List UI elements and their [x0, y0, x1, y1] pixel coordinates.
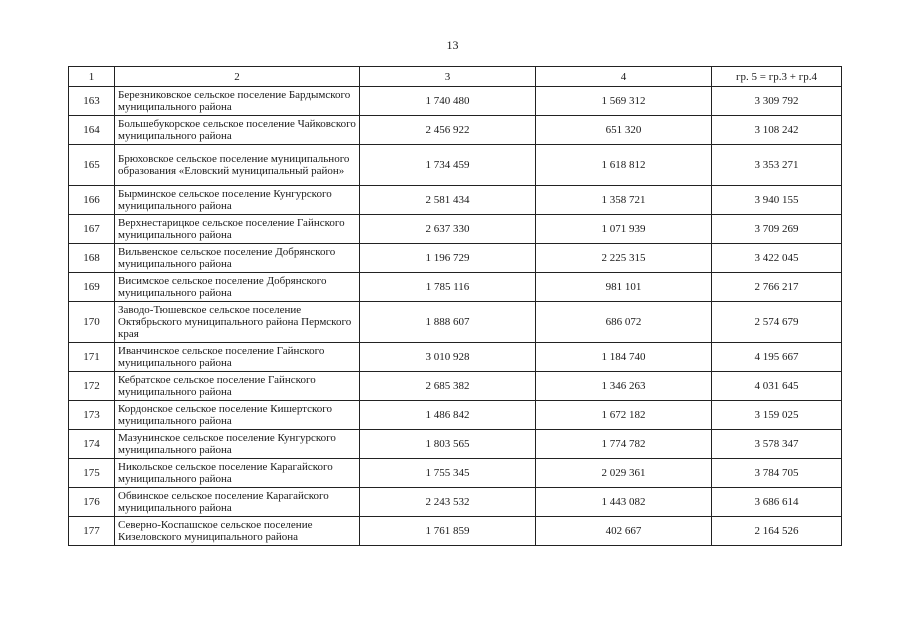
- row-col-5: 2 574 679: [712, 302, 842, 343]
- row-name: Бырминское сельское поселение Кунгурского муниципального района: [115, 186, 360, 215]
- table-row: [69, 517, 842, 546]
- row-col-3: 1 785 116: [360, 273, 536, 302]
- row-col-3: 1 761 859: [360, 517, 536, 546]
- row-number: 170: [69, 302, 115, 343]
- row-col-4: 651 320: [536, 116, 712, 145]
- row-col-5: 3 784 705: [712, 459, 842, 488]
- row-col-5: 3 709 269: [712, 215, 842, 244]
- row-number: 177: [69, 517, 115, 546]
- row-col-3: 1 740 480: [360, 87, 536, 116]
- row-col-5: 4 031 645: [712, 372, 842, 401]
- row-name: Кордонское сельское поселение Кишертского муниципального района: [115, 401, 360, 430]
- row-col-4: 2 029 361: [536, 459, 712, 488]
- row-col-4: 686 072: [536, 302, 712, 343]
- row-name: Березниковское сельское поселение Бардымского муниципального района: [115, 87, 360, 116]
- row-col-3: 1 888 607: [360, 302, 536, 343]
- row-col-3: 1 486 842: [360, 401, 536, 430]
- row-name: Брюховское сельское поселение муниципального образования «Еловский муниципальный район»: [115, 145, 360, 186]
- table-row: [69, 302, 842, 343]
- row-col-5: 3 578 347: [712, 430, 842, 459]
- row-col-4: 1 358 721: [536, 186, 712, 215]
- row-col-4: 981 101: [536, 273, 712, 302]
- table-row: [69, 116, 842, 145]
- row-col-5: 3 108 242: [712, 116, 842, 145]
- header-col-5: гр. 5 = гр.3 + гр.4: [712, 67, 842, 87]
- row-col-3: 2 637 330: [360, 215, 536, 244]
- row-col-3: 2 456 922: [360, 116, 536, 145]
- row-col-5: 2 164 526: [712, 517, 842, 546]
- row-col-3: 2 243 532: [360, 488, 536, 517]
- row-name: Северно-Коспашское сельское поселение Кизеловского муниципального района: [115, 517, 360, 546]
- table-row: [69, 215, 842, 244]
- row-col-4: 1 071 939: [536, 215, 712, 244]
- row-number: 173: [69, 401, 115, 430]
- row-col-5: 2 766 217: [712, 273, 842, 302]
- row-number: 176: [69, 488, 115, 517]
- table-row: [69, 145, 842, 186]
- header-col-3: 3: [360, 67, 536, 87]
- row-col-3: 2 685 382: [360, 372, 536, 401]
- row-number: 167: [69, 215, 115, 244]
- row-col-4: 1 184 740: [536, 343, 712, 372]
- table-row: [69, 488, 842, 517]
- row-col-3: 3 010 928: [360, 343, 536, 372]
- row-col-3: 1 803 565: [360, 430, 536, 459]
- row-col-3: 1 755 345: [360, 459, 536, 488]
- row-number: 172: [69, 372, 115, 401]
- row-name: Никольское сельское поселение Карагайского муниципального района: [115, 459, 360, 488]
- row-number: 165: [69, 145, 115, 186]
- header-row: [69, 67, 842, 87]
- row-number: 175: [69, 459, 115, 488]
- row-col-5: 3 353 271: [712, 145, 842, 186]
- row-number: 171: [69, 343, 115, 372]
- header-col-2: 2: [115, 67, 360, 87]
- row-col-5: 4 195 667: [712, 343, 842, 372]
- row-col-3: 1 196 729: [360, 244, 536, 273]
- row-col-3: 1 734 459: [360, 145, 536, 186]
- table-row: [69, 459, 842, 488]
- row-col-4: 2 225 315: [536, 244, 712, 273]
- row-col-4: 1 774 782: [536, 430, 712, 459]
- row-col-3: 2 581 434: [360, 186, 536, 215]
- table-row: [69, 87, 842, 116]
- row-col-4: 1 618 812: [536, 145, 712, 186]
- row-name: Обвинское сельское поселение Карагайского муниципального района: [115, 488, 360, 517]
- row-col-5: 3 686 614: [712, 488, 842, 517]
- row-number: 174: [69, 430, 115, 459]
- row-name: Верхнестарицкое сельское поселение Гайнского муниципального района: [115, 215, 360, 244]
- table-row: [69, 343, 842, 372]
- row-name: Кебратское сельское поселение Гайнского муниципального района: [115, 372, 360, 401]
- page-number: 13: [446, 38, 459, 52]
- table-row: [69, 430, 842, 459]
- row-number: 166: [69, 186, 115, 215]
- row-name: Иванчинское сельское поселение Гайнского муниципального района: [115, 343, 360, 372]
- row-col-5: 3 309 792: [712, 87, 842, 116]
- row-col-4: 1 346 263: [536, 372, 712, 401]
- table-row: [69, 244, 842, 273]
- row-name: Заводо-Тюшевское сельское поселение Октябрьского муниципального района Пермского края: [115, 302, 360, 343]
- header-col-1: 1: [69, 67, 115, 87]
- row-number: 164: [69, 116, 115, 145]
- row-name: Мазунинское сельское поселение Кунгурского муниципального района: [115, 430, 360, 459]
- row-col-5: 3 159 025: [712, 401, 842, 430]
- table-row: [69, 273, 842, 302]
- header-col-4: 4: [536, 67, 712, 87]
- row-col-4: 402 667: [536, 517, 712, 546]
- table-row: [69, 186, 842, 215]
- row-col-4: 1 569 312: [536, 87, 712, 116]
- row-col-4: 1 443 082: [536, 488, 712, 517]
- row-name: Вильвенское сельское поселение Добрянского муниципального района: [115, 244, 360, 273]
- row-col-5: 3 422 045: [712, 244, 842, 273]
- table-row: [69, 401, 842, 430]
- row-name: Большебукорское сельское поселение Чайковского муниципального района: [115, 116, 360, 145]
- row-col-4: 1 672 182: [536, 401, 712, 430]
- data-table: [68, 66, 842, 546]
- row-number: 168: [69, 244, 115, 273]
- row-number: 163: [69, 87, 115, 116]
- row-number: 169: [69, 273, 115, 302]
- table-row: [69, 372, 842, 401]
- row-col-5: 3 940 155: [712, 186, 842, 215]
- row-name: Висимское сельское поселение Добрянского муниципального района: [115, 273, 360, 302]
